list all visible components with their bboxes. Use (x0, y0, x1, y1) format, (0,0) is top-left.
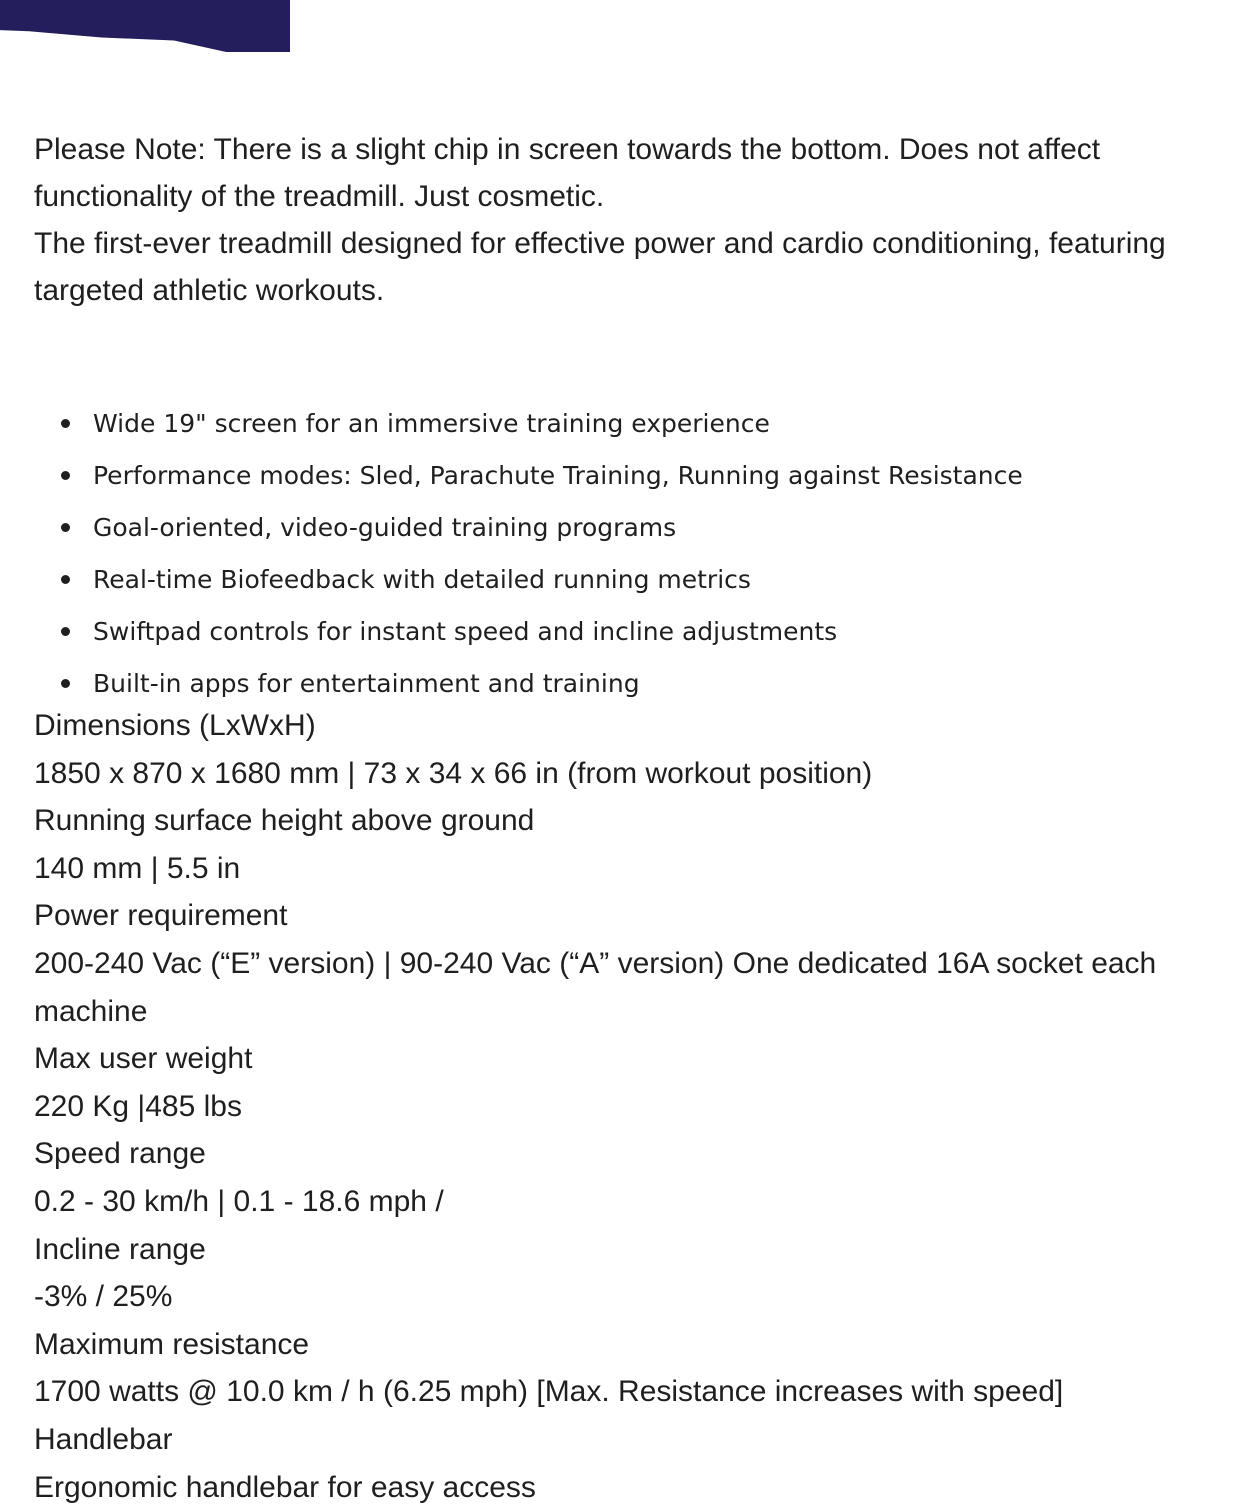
feature-item (34, 554, 1230, 606)
spec-label-dimensions: Dimensions (LxWxH) (34, 702, 1230, 750)
spec-value-surface-height: 140 mm | 5.5 in (34, 845, 1230, 893)
product-summary: The first-ever treadmill designed for effective power and cardio conditioning, featuring targeted athletic workouts. (34, 220, 1230, 314)
bullet-icon (61, 523, 70, 532)
spec-label-speed-range: Speed range (34, 1130, 1230, 1178)
spec-value-power: 200-240 Vac (“E” version) | 90-240 Vac (“A” version) One dedicated 16A socket each machine (34, 940, 1230, 1035)
spec-value-incline-range: -3% / 25% (34, 1273, 1230, 1321)
product-description (34, 126, 1230, 1511)
feature-text: Wide 19" screen for an immersive training experience (93, 409, 770, 438)
spec-label-incline-range: Incline range (34, 1226, 1230, 1274)
spec-label-surface-height: Running surface height above ground (34, 797, 1230, 845)
specifications (34, 702, 1230, 1511)
feature-item (34, 398, 1230, 450)
feature-item (34, 502, 1230, 554)
spec-label-max-weight: Max user weight (34, 1035, 1230, 1083)
bullet-icon (61, 471, 70, 480)
intro-section (34, 126, 1230, 314)
header-banner (0, 0, 290, 52)
spec-value-handlebar: Ergonomic handlebar for easy access (34, 1464, 1230, 1511)
spec-value-max-resistance: 1700 watts @ 10.0 km / h (6.25 mph) [Max. Resistance increases with speed] (34, 1368, 1230, 1416)
bullet-icon (61, 679, 70, 688)
spec-value-max-weight: 220 Kg |485 lbs (34, 1083, 1230, 1131)
feature-text: Performance modes: Sled, Parachute Training, Running against Resistance (93, 461, 1023, 490)
feature-text: Swiftpad controls for instant speed and incline adjustments (93, 617, 837, 646)
spec-label-handlebar: Handlebar (34, 1416, 1230, 1464)
feature-list (34, 398, 1230, 710)
spec-label-max-resistance: Maximum resistance (34, 1321, 1230, 1369)
feature-item (34, 606, 1230, 658)
feature-text: Goal-oriented, video-guided training programs (93, 513, 676, 542)
condition-note: Please Note: There is a slight chip in screen towards the bottom. Does not affect functionality of the treadmill. Just cosmetic. (34, 126, 1230, 220)
bullet-icon (61, 575, 70, 584)
feature-item (34, 658, 1230, 710)
feature-text: Real-time Biofeedback with detailed running metrics (93, 565, 751, 594)
spec-label-power: Power requirement (34, 892, 1230, 940)
bullet-icon (61, 627, 70, 636)
spec-value-dimensions: 1850 x 870 x 1680 mm | 73 x 34 x 66 in (from workout position) (34, 750, 1230, 798)
feature-text: Built-in apps for entertainment and training (93, 669, 640, 698)
bullet-icon (61, 419, 70, 428)
spec-value-speed-range: 0.2 - 30 km/h | 0.1 - 18.6 mph / (34, 1178, 1230, 1226)
feature-item (34, 450, 1230, 502)
